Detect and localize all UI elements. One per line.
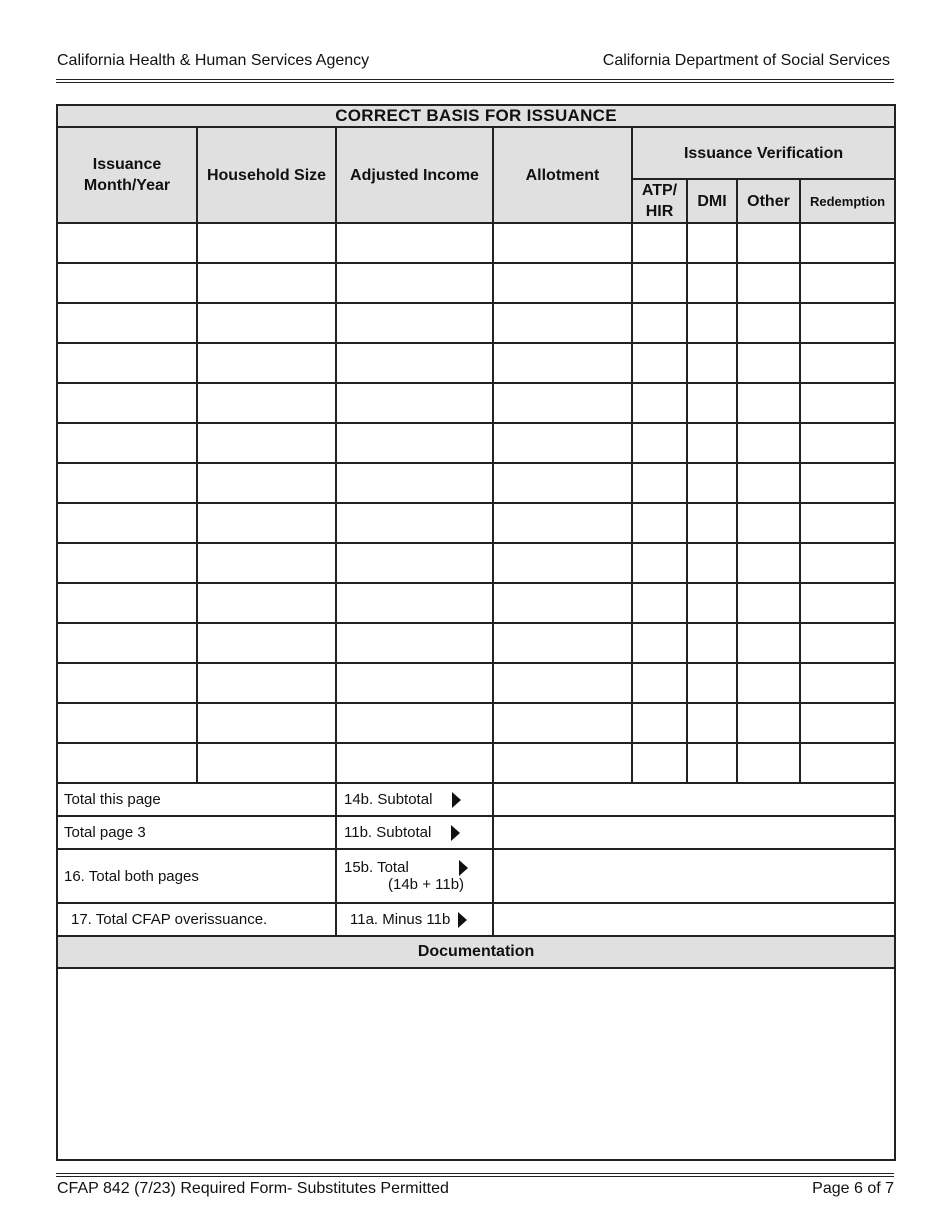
col-dmi: DMI bbox=[687, 179, 737, 223]
redemption-cell[interactable] bbox=[800, 703, 895, 743]
dmi-cell[interactable] bbox=[687, 623, 737, 663]
footer-rule-2 bbox=[56, 1176, 894, 1177]
adjusted-income-cell[interactable] bbox=[336, 423, 493, 463]
household-size-cell[interactable] bbox=[197, 423, 336, 463]
household-size-cell[interactable] bbox=[197, 463, 336, 503]
allotment-cell[interactable] bbox=[493, 423, 632, 463]
dmi-cell[interactable] bbox=[687, 663, 737, 703]
redemption-cell[interactable] bbox=[800, 223, 895, 263]
minus-11a: 11a. Minus 11b bbox=[336, 903, 493, 936]
col-atp-hir: ATP/ HIR bbox=[632, 179, 687, 223]
dmi-cell[interactable] bbox=[687, 503, 737, 543]
table-row bbox=[57, 543, 895, 583]
dmi-cell[interactable] bbox=[687, 583, 737, 623]
header-rule bbox=[56, 79, 894, 80]
other-cell[interactable] bbox=[737, 223, 800, 263]
table-row bbox=[57, 623, 895, 663]
household-size-cell[interactable] bbox=[197, 223, 336, 263]
adjusted-income-cell[interactable] bbox=[336, 743, 493, 783]
month-year-cell[interactable] bbox=[57, 423, 197, 463]
col-adjusted-income: Adjusted Income bbox=[336, 127, 493, 223]
col-household-size: Household Size bbox=[197, 127, 336, 223]
adjusted-income-cell[interactable] bbox=[336, 343, 493, 383]
redemption-cell[interactable] bbox=[800, 343, 895, 383]
allotment-cell[interactable] bbox=[493, 383, 632, 423]
col-redemption: Redemption bbox=[800, 179, 895, 223]
dmi-cell[interactable] bbox=[687, 423, 737, 463]
adjusted-income-cell[interactable] bbox=[336, 583, 493, 623]
redemption-cell[interactable] bbox=[800, 303, 895, 343]
allotment-cell[interactable] bbox=[493, 543, 632, 583]
dmi-cell[interactable] bbox=[687, 263, 737, 303]
issuance-table bbox=[56, 104, 896, 1161]
other-cell[interactable] bbox=[737, 263, 800, 303]
atp-hir-cell[interactable] bbox=[632, 623, 687, 663]
other-cell[interactable] bbox=[737, 343, 800, 383]
overissuance-field[interactable] bbox=[493, 903, 895, 936]
table-row bbox=[57, 703, 895, 743]
total-label: Total this page bbox=[57, 783, 336, 816]
other-cell[interactable] bbox=[737, 703, 800, 743]
col-month-year: Issuance Month/Year bbox=[57, 127, 197, 223]
adjusted-income-cell[interactable] bbox=[336, 623, 493, 663]
atp-hir-cell[interactable] bbox=[632, 303, 687, 343]
form-id: CFAP 842 (7/23) Required Form- Substitutes Permitted bbox=[57, 1180, 449, 1197]
header-rule-2 bbox=[56, 82, 894, 83]
month-year-cell[interactable] bbox=[57, 463, 197, 503]
month-year-cell[interactable] bbox=[57, 703, 197, 743]
adjusted-income-cell[interactable] bbox=[336, 463, 493, 503]
table-row bbox=[57, 263, 895, 303]
allotment-cell[interactable] bbox=[493, 503, 632, 543]
allotment-cell[interactable] bbox=[493, 663, 632, 703]
dmi-cell[interactable] bbox=[687, 343, 737, 383]
table-row bbox=[57, 223, 895, 263]
redemption-cell[interactable] bbox=[800, 743, 895, 783]
month-year-cell[interactable] bbox=[57, 663, 197, 703]
adjusted-income-cell[interactable] bbox=[336, 303, 493, 343]
other-cell[interactable] bbox=[737, 663, 800, 703]
table-row bbox=[57, 663, 895, 703]
subtotal-14b: 14b. Subtotal bbox=[336, 783, 493, 816]
allotment-cell[interactable] bbox=[493, 303, 632, 343]
redemption-cell[interactable] bbox=[800, 583, 895, 623]
col-allotment: Allotment bbox=[493, 127, 632, 223]
atp-hir-cell[interactable] bbox=[632, 383, 687, 423]
month-year-cell[interactable] bbox=[57, 263, 197, 303]
documentation-field[interactable] bbox=[57, 968, 895, 1160]
month-year-cell[interactable] bbox=[57, 383, 197, 423]
adjusted-income-cell[interactable] bbox=[336, 543, 493, 583]
atp-hir-cell[interactable] bbox=[632, 223, 687, 263]
arrow-right-icon bbox=[459, 860, 468, 876]
table-row bbox=[57, 583, 895, 623]
arrow-right-icon bbox=[451, 825, 460, 841]
household-size-cell[interactable] bbox=[197, 583, 336, 623]
household-size-cell[interactable] bbox=[197, 623, 336, 663]
atp-hir-cell[interactable] bbox=[632, 543, 687, 583]
other-cell[interactable] bbox=[737, 463, 800, 503]
table-row bbox=[57, 303, 895, 343]
other-cell[interactable] bbox=[737, 583, 800, 623]
department-name: California Department of Social Services bbox=[602, 52, 890, 69]
other-cell[interactable] bbox=[737, 543, 800, 583]
arrow-right-icon bbox=[458, 912, 467, 928]
table-row bbox=[57, 383, 895, 423]
other-cell[interactable] bbox=[737, 743, 800, 783]
month-year-cell[interactable] bbox=[57, 503, 197, 543]
redemption-cell[interactable] bbox=[800, 383, 895, 423]
total-label: Total page 3 bbox=[57, 816, 336, 849]
subtotal-11b-field[interactable] bbox=[493, 816, 895, 849]
dmi-cell[interactable] bbox=[687, 543, 737, 583]
subtotal-11b: 11b. Subtotal bbox=[336, 816, 493, 849]
atp-hir-cell[interactable] bbox=[632, 463, 687, 503]
dmi-cell[interactable] bbox=[687, 463, 737, 503]
month-year-cell[interactable] bbox=[57, 303, 197, 343]
household-size-cell[interactable] bbox=[197, 263, 336, 303]
household-size-cell[interactable] bbox=[197, 543, 336, 583]
adjusted-income-cell[interactable] bbox=[336, 703, 493, 743]
month-year-cell[interactable] bbox=[57, 343, 197, 383]
dmi-cell[interactable] bbox=[687, 703, 737, 743]
household-size-cell[interactable] bbox=[197, 343, 336, 383]
other-cell[interactable] bbox=[737, 503, 800, 543]
other-cell[interactable] bbox=[737, 623, 800, 663]
household-size-cell[interactable] bbox=[197, 703, 336, 743]
household-size-cell[interactable] bbox=[197, 383, 336, 423]
footer-rule bbox=[56, 1173, 894, 1174]
allotment-cell[interactable] bbox=[493, 703, 632, 743]
arrow-right-icon bbox=[452, 792, 461, 808]
total-15b: 15b. Total (14b + 11b) bbox=[336, 849, 493, 903]
table-row bbox=[57, 743, 895, 783]
atp-hir-cell[interactable] bbox=[632, 423, 687, 463]
other-cell[interactable] bbox=[737, 423, 800, 463]
col-other: Other bbox=[737, 179, 800, 223]
col-issuance-verification: Issuance Verification bbox=[632, 127, 895, 179]
agency-name: California Health & Human Services Agency bbox=[57, 52, 370, 69]
table-row bbox=[57, 423, 895, 463]
redemption-cell[interactable] bbox=[800, 263, 895, 303]
adjusted-income-cell[interactable] bbox=[336, 223, 493, 263]
adjusted-income-cell[interactable] bbox=[336, 663, 493, 703]
redemption-cell[interactable] bbox=[800, 543, 895, 583]
total-15b-field[interactable] bbox=[493, 849, 895, 903]
allotment-cell[interactable] bbox=[493, 623, 632, 663]
dmi-cell[interactable] bbox=[687, 383, 737, 423]
month-year-cell[interactable] bbox=[57, 543, 197, 583]
table-row bbox=[57, 463, 895, 503]
dmi-cell[interactable] bbox=[687, 223, 737, 263]
household-size-cell[interactable] bbox=[197, 663, 336, 703]
allotment-cell[interactable] bbox=[493, 743, 632, 783]
atp-hir-cell[interactable] bbox=[632, 503, 687, 543]
adjusted-income-cell[interactable] bbox=[336, 503, 493, 543]
atp-hir-cell[interactable] bbox=[632, 343, 687, 383]
allotment-cell[interactable] bbox=[493, 583, 632, 623]
adjusted-income-cell[interactable] bbox=[336, 383, 493, 423]
household-size-cell[interactable] bbox=[197, 743, 336, 783]
table-row bbox=[57, 503, 895, 543]
other-cell[interactable] bbox=[737, 383, 800, 423]
household-size-cell[interactable] bbox=[197, 503, 336, 543]
page-number: Page 6 of 7 bbox=[812, 1180, 894, 1197]
month-year-cell[interactable] bbox=[57, 223, 197, 263]
documentation-title: Documentation bbox=[57, 936, 895, 968]
dmi-cell[interactable] bbox=[687, 743, 737, 783]
household-size-cell[interactable] bbox=[197, 303, 336, 343]
month-year-cell[interactable] bbox=[57, 743, 197, 783]
subtotal-14b-field[interactable] bbox=[493, 783, 895, 816]
allotment-cell[interactable] bbox=[493, 223, 632, 263]
atp-hir-cell[interactable] bbox=[632, 583, 687, 623]
atp-hir-cell[interactable] bbox=[632, 743, 687, 783]
allotment-cell[interactable] bbox=[493, 263, 632, 303]
allotment-cell[interactable] bbox=[493, 343, 632, 383]
adjusted-income-cell[interactable] bbox=[336, 263, 493, 303]
redemption-cell[interactable] bbox=[800, 623, 895, 663]
atp-hir-cell[interactable] bbox=[632, 663, 687, 703]
table-row bbox=[57, 343, 895, 383]
allotment-cell[interactable] bbox=[493, 463, 632, 503]
redemption-cell[interactable] bbox=[800, 463, 895, 503]
atp-hir-cell[interactable] bbox=[632, 703, 687, 743]
month-year-cell[interactable] bbox=[57, 623, 197, 663]
redemption-cell[interactable] bbox=[800, 423, 895, 463]
total-label: 17. Total CFAP overissuance. bbox=[57, 903, 336, 936]
redemption-cell[interactable] bbox=[800, 503, 895, 543]
atp-hir-cell[interactable] bbox=[632, 263, 687, 303]
redemption-cell[interactable] bbox=[800, 663, 895, 703]
total-label: 16. Total both pages bbox=[57, 849, 336, 903]
dmi-cell[interactable] bbox=[687, 303, 737, 343]
table-title: CORRECT BASIS FOR ISSUANCE bbox=[57, 105, 895, 127]
other-cell[interactable] bbox=[737, 303, 800, 343]
month-year-cell[interactable] bbox=[57, 583, 197, 623]
